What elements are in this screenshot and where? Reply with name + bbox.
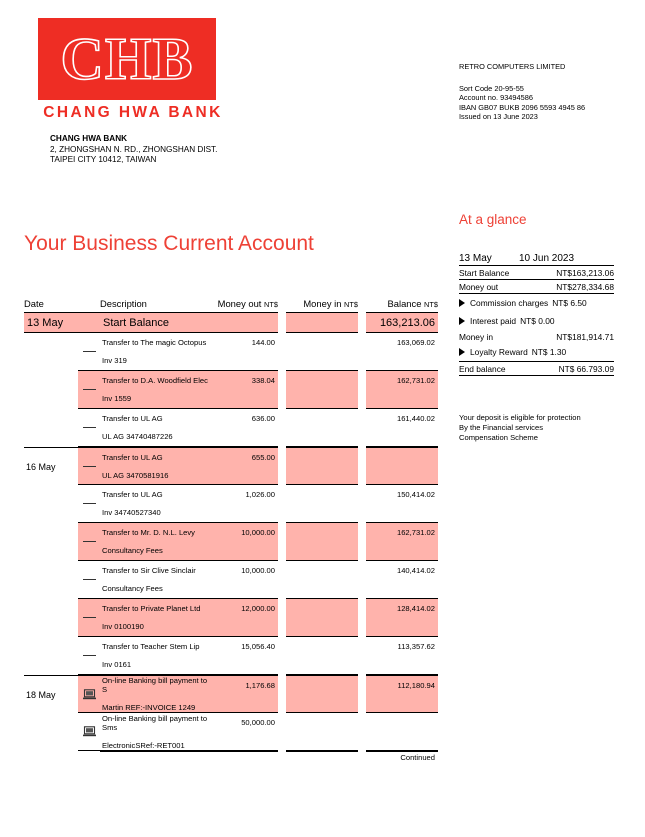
- row-description: [100, 637, 210, 675]
- row-description: [100, 713, 210, 751]
- continued-date-spacer: [24, 751, 78, 763]
- row-gap-1: [278, 447, 286, 485]
- row-description: [100, 675, 210, 713]
- continued-label: Continued: [366, 751, 438, 763]
- row-money-in: [286, 409, 358, 447]
- triangle-bullet-icon: [459, 317, 465, 325]
- row-money-out: 15,056.40: [210, 637, 278, 675]
- column-header-icon-spacer: [78, 298, 100, 309]
- customer-name: RETRO COMPUTERS LIMITED: [459, 62, 566, 71]
- column-header-description: Description: [100, 298, 147, 309]
- row-balance: [366, 713, 438, 751]
- glance-money-out-label: Money out: [459, 281, 499, 292]
- column-header-money-in-label: Money in: [303, 298, 342, 309]
- protection-line-1: Your deposit is eligible for protection: [459, 413, 581, 422]
- bank-logo: [38, 18, 216, 100]
- row-balance: 128,414.02: [366, 599, 438, 637]
- glance-loyalty-label: Loyalty Reward: [470, 347, 528, 357]
- deposit-protection-notice: [459, 413, 581, 443]
- table-row: [24, 599, 438, 637]
- row-gap-2: [358, 447, 366, 485]
- table-row: [24, 333, 438, 371]
- table-row: [24, 637, 438, 675]
- row-money-in: [286, 333, 358, 371]
- row-description-line2: Inv 0100190: [102, 622, 144, 631]
- dash-icon: [78, 371, 100, 409]
- row-description-line2: Inv 34740527340: [102, 508, 161, 517]
- row-money-out: 338.04: [210, 371, 278, 409]
- table-row: [24, 523, 438, 561]
- row-description: [100, 333, 210, 371]
- start-balance-money-out: [210, 312, 278, 333]
- continued-desc-line: [100, 751, 210, 763]
- row-gap-1: [278, 485, 286, 523]
- row-date: 18 May: [24, 675, 78, 713]
- dash-icon: [78, 409, 100, 447]
- row-balance: 150,414.02: [366, 485, 438, 523]
- row-gap-1: [278, 333, 286, 371]
- row-balance: 161,440.02: [366, 409, 438, 447]
- bank-address-line2: 2, ZHONGSHAN N. RD., ZHONGSHAN DIST.: [50, 144, 218, 154]
- dash-icon: [78, 523, 100, 561]
- glance-loyalty-reward: [459, 343, 614, 361]
- table-row: [24, 447, 438, 485]
- glance-commission-value: NT$ 6.50: [552, 298, 587, 308]
- column-header-money-in-unit: NT$: [344, 300, 358, 309]
- row-money-out: 10,000.00: [210, 561, 278, 599]
- row-gap-2: [358, 713, 366, 751]
- row-money-in: [286, 485, 358, 523]
- row-gap-1: [278, 599, 286, 637]
- continued-out-line: [210, 751, 278, 763]
- continued-in-line: [286, 751, 358, 763]
- column-header-money-out-unit: NT$: [264, 300, 278, 309]
- bank-logo-text: CHB: [60, 26, 194, 92]
- row-gap-1: [278, 409, 286, 447]
- table-header-row: [24, 298, 438, 312]
- column-header-date: Date: [24, 298, 44, 309]
- continued-row: [24, 751, 438, 763]
- row-date: 16 May: [24, 447, 78, 485]
- row-description: [100, 409, 210, 447]
- row-description-line1: Transfer to Teacher Stem Lip: [102, 642, 200, 651]
- row-date: [24, 333, 78, 371]
- row-money-in: [286, 371, 358, 409]
- triangle-bullet-icon: [459, 299, 465, 307]
- row-description-line1: Transfer to Private Planet Ltd: [102, 604, 201, 613]
- dash-icon: [78, 637, 100, 675]
- row-description: [100, 485, 210, 523]
- row-balance: 163,069.02: [366, 333, 438, 371]
- start-balance-money-in: [286, 312, 358, 333]
- row-gap-2: [358, 599, 366, 637]
- row-date: [24, 409, 78, 447]
- column-header-balance-label: Balance: [387, 298, 422, 309]
- row-description-line2: Inv 1559: [102, 394, 132, 403]
- start-balance-icon-spacer: [78, 312, 100, 333]
- table-row: [24, 713, 438, 751]
- row-gap-2: [358, 523, 366, 561]
- row-date: [24, 713, 78, 751]
- row-money-out: 50,000.00: [210, 713, 278, 751]
- glance-interest-value: NT$ 0.00: [520, 316, 555, 326]
- row-description-line2: Martin REF:-INVOICE 1249: [102, 703, 196, 712]
- row-gap-2: [358, 561, 366, 599]
- glance-start-balance-value: NT$163,213.06: [556, 267, 614, 278]
- column-gap-2: [358, 298, 366, 309]
- row-balance: 140,414.02: [366, 561, 438, 599]
- row-description-line2: Consultancy Fees: [102, 546, 163, 555]
- customer-iban: IBAN GB07 BUKB 2096 5593 4945 86: [459, 102, 586, 112]
- start-balance-row: [24, 312, 438, 333]
- bank-address: [50, 134, 217, 166]
- glance-interest-label: Interest paid: [470, 316, 517, 326]
- row-gap-2: [358, 333, 366, 371]
- row-description: [100, 599, 210, 637]
- row-description-line2: Consultancy Fees: [102, 584, 163, 593]
- table-row: [24, 409, 438, 447]
- row-money-out: 144.00: [210, 333, 278, 371]
- triangle-bullet-icon: [459, 348, 465, 356]
- start-balance-amount: 163,213.06: [366, 312, 438, 333]
- row-gap-1: [278, 637, 286, 675]
- glance-start-balance: [459, 266, 614, 280]
- row-date: [24, 561, 78, 599]
- continued-icon-spacer: [78, 751, 100, 763]
- customer-details: [459, 62, 585, 122]
- row-description-line1: Transfer to The magic Octopus: [102, 338, 207, 347]
- glance-end-balance-value: NT$ 66.793.09: [558, 363, 614, 374]
- row-gap-2: [358, 637, 366, 675]
- row-description-line1: Transfer to UL AG: [102, 414, 163, 423]
- glance-commission-label: Commission charges: [470, 298, 549, 308]
- start-row-gap-2: [358, 312, 366, 333]
- table-row: [24, 561, 438, 599]
- dash-icon: [78, 599, 100, 637]
- row-description-line2: Inv 319: [102, 356, 127, 365]
- row-gap-2: [358, 371, 366, 409]
- row-money-in: [286, 675, 358, 713]
- row-gap-1: [278, 675, 286, 713]
- column-gap-1: [278, 298, 286, 309]
- row-date: [24, 523, 78, 561]
- glance-start-balance-label: Start Balance: [459, 267, 510, 278]
- glance-date-from: 13 May: [459, 253, 492, 264]
- column-header-balance: [366, 298, 438, 309]
- row-balance: 162,731.02: [366, 523, 438, 561]
- glance-end-balance-label: End balance: [459, 363, 506, 374]
- row-money-in: [286, 637, 358, 675]
- bank-address-line3: TAIPEI CITY 10412, TAIWAN: [50, 155, 157, 165]
- row-description: [100, 447, 210, 485]
- glance-loyalty-value: NT$ 1.30: [531, 347, 567, 357]
- row-description: [100, 561, 210, 599]
- glance-date-to: 10 Jun 2023: [519, 253, 575, 264]
- row-gap-2: [358, 675, 366, 713]
- row-description-line1: Transfer to UL AG: [102, 490, 163, 499]
- transactions-table: [24, 298, 438, 763]
- row-money-in: [286, 523, 358, 561]
- start-balance-label: Start Balance: [100, 312, 210, 333]
- computer-icon: [78, 713, 100, 751]
- at-a-glance-title: At a glance: [459, 212, 527, 227]
- row-balance: [366, 447, 438, 485]
- row-date: [24, 371, 78, 409]
- row-gap-2: [358, 485, 366, 523]
- statement-issue-date: Issued on 13 June 2023: [459, 112, 538, 122]
- glance-end-balance: [459, 361, 614, 376]
- row-money-in: [286, 561, 358, 599]
- row-money-out: 655.00: [210, 447, 278, 485]
- column-header-money-out-label: Money out: [217, 298, 262, 309]
- row-money-in: [286, 713, 358, 751]
- row-gap-1: [278, 371, 286, 409]
- continued-gap-1: [278, 751, 286, 763]
- row-gap-1: [278, 523, 286, 561]
- glance-money-out: [459, 280, 614, 294]
- row-gap-1: [278, 713, 286, 751]
- glance-date-range: [459, 253, 614, 266]
- row-date: [24, 637, 78, 675]
- row-balance: 162,731.02: [366, 371, 438, 409]
- row-money-in: [286, 599, 358, 637]
- computer-icon: [78, 675, 100, 713]
- row-money-out: 10,000.00: [210, 523, 278, 561]
- dash-icon: [78, 485, 100, 523]
- start-row-gap-1: [278, 312, 286, 333]
- glance-commission-charges: [459, 294, 614, 312]
- column-header-money-out: [210, 298, 278, 309]
- protection-line-3: Compensation Scheme: [459, 433, 538, 442]
- row-money-out: 1,026.00: [210, 485, 278, 523]
- row-description-line1: Transfer to Sir Clive Sinclair: [102, 566, 196, 575]
- row-description-line2: ElectronicSRef:-RET001: [102, 740, 185, 750]
- row-balance: 113,357.62: [366, 637, 438, 675]
- dash-icon: [78, 447, 100, 485]
- continued-gap-2: [358, 751, 366, 763]
- row-balance: 112,180.94: [366, 675, 438, 713]
- row-description: [100, 523, 210, 561]
- row-gap-2: [358, 409, 366, 447]
- at-a-glance-panel: [459, 212, 614, 376]
- customer-account-no: Account no. 93494586: [459, 93, 533, 103]
- column-header-money-in: [286, 298, 358, 309]
- row-gap-1: [278, 561, 286, 599]
- row-date: [24, 485, 78, 523]
- row-description-line1: On-line Banking bill payment to S: [102, 676, 208, 694]
- glance-money-in: [459, 330, 614, 343]
- row-description-line2: UL AG 34740487226: [102, 432, 173, 441]
- page-title: Your Business Current Account: [24, 232, 314, 255]
- start-balance-date: 13 May: [24, 312, 78, 333]
- row-description-line1: Transfer to D.A. Woodfield Elec: [102, 376, 208, 385]
- row-money-in: [286, 447, 358, 485]
- row-money-out: 12,000.00: [210, 599, 278, 637]
- glance-money-in-value: NT$181,914.71: [556, 331, 614, 342]
- row-description-line2: Inv 0161: [102, 660, 132, 669]
- glance-money-in-label: Money in: [459, 331, 493, 342]
- transaction-rows: [24, 333, 438, 751]
- row-money-out: 636.00: [210, 409, 278, 447]
- glance-money-out-value: NT$278,334.68: [556, 281, 614, 292]
- bank-address-line1: CHANG HWA BANK: [50, 134, 128, 143]
- protection-line-2: By the Financial services: [459, 423, 543, 432]
- table-row: [24, 675, 438, 713]
- customer-sort-code: Sort Code 20-95-55: [459, 83, 524, 93]
- row-money-out: 1,176.68: [210, 675, 278, 713]
- glance-interest-paid: [459, 312, 614, 330]
- dash-icon: [78, 561, 100, 599]
- table-row: [24, 371, 438, 409]
- dash-icon: [78, 333, 100, 371]
- row-description-line1: Transfer to UL AG: [102, 452, 163, 462]
- table-row: [24, 485, 438, 523]
- row-description-line2: UL AG 3470581916: [102, 470, 169, 480]
- column-header-balance-unit: NT$: [424, 300, 438, 309]
- row-description: [100, 371, 210, 409]
- row-description-line1: Transfer to Mr. D. N.L. Levy: [102, 528, 195, 537]
- row-date: [24, 599, 78, 637]
- bank-name: CHANG HWA BANK: [43, 104, 223, 121]
- row-description-line1: On-line Banking bill payment to Sms: [102, 713, 208, 732]
